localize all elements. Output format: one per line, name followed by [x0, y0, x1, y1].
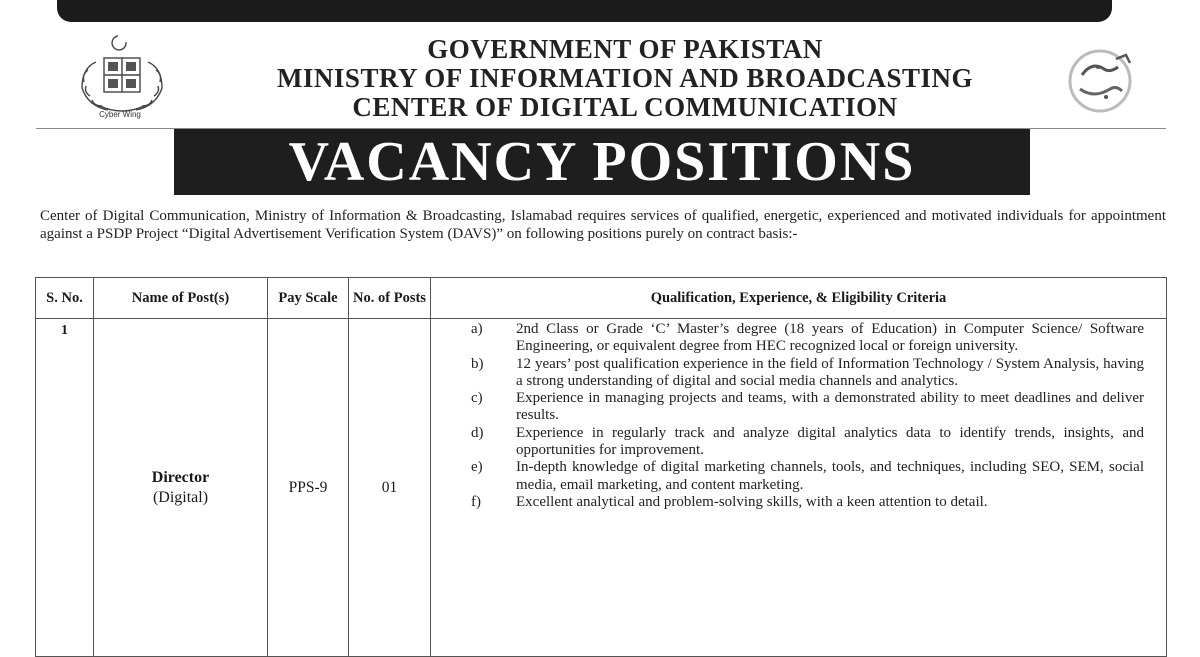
cell-criteria [431, 319, 1167, 657]
criteria-list [471, 321, 1144, 511]
header-sno: S. No. [36, 278, 94, 319]
header-pay-scale: Pay Scale [268, 278, 349, 319]
criteria-letter: f) [471, 493, 481, 510]
criteria-text: Experience in regularly track and analyze digital analytics data to identify trends, insights, and opportunities for improvement. [516, 424, 1144, 459]
intro-paragraph: Center of Digital Communication, Ministry of Information & Broadcasting, Islamabad requires services of qualified, energetic, experienced and motivated individuals for appointment against a PSDP Project “Digital Advertisement Verification System (DAVS)” on following positions purely on contract basis:- [40, 208, 1166, 242]
criteria-text: 2nd Class or Grade ‘C’ Master’s degree (18 years of Education) in Computer Science/ Software Engineering, or equivalent degree from HEC recognized local or foreign university. [516, 321, 1144, 355]
list-item [471, 494, 1144, 511]
cell-sno: 1 [36, 319, 94, 657]
emblem-caption: Cyber Wing [99, 110, 141, 119]
table-row [36, 319, 1167, 657]
top-decorative-bar [57, 0, 1112, 22]
header-no-of-posts: No. of Posts [349, 278, 431, 319]
header-criteria: Qualification, Experience, & Eligibility Criteria [431, 278, 1167, 319]
cell-pay-scale: PPS-9 [268, 319, 349, 657]
vacancy-banner: VACANCY POSITIONS [174, 129, 1030, 195]
header-center: CENTER OF DIGITAL COMMUNICATION [352, 92, 898, 122]
header-ministry: MINISTRY OF INFORMATION AND BROADCASTING [276, 63, 974, 93]
criteria-letter: b) [471, 355, 484, 372]
criteria-text: In-depth knowledge of digital marketing channels, tools, and techniques, including SEO, SEM, social media, email marketing, and content marketing. [516, 459, 1144, 493]
header-name: Name of Post(s) [94, 278, 268, 319]
post-title: Director [151, 468, 210, 486]
criteria-text: 12 years’ post qualification experience in the field of Information Technology / System Analysis, having a strong understanding of digital and social media channels and analytics. [516, 355, 1144, 389]
list-item [471, 459, 1144, 494]
list-item [471, 390, 1144, 425]
cell-post-name [94, 319, 268, 657]
positions-table [35, 277, 1167, 657]
campaign-logo-icon [1058, 45, 1148, 117]
criteria-text: Experience in managing projects and teams, with a demonstrated ability to meet deadlines and deliver results. [516, 390, 1144, 424]
header-government: GOVERNMENT OF PAKISTAN [427, 34, 823, 64]
criteria-letter: e) [471, 459, 483, 476]
criteria-text: Excellent analytical and problem-solving skills, with a keen attention to detail. [516, 493, 988, 510]
cell-no-of-posts: 01 [349, 319, 431, 657]
criteria-letter: d) [471, 424, 484, 441]
criteria-letter: c) [471, 390, 483, 407]
list-item [471, 356, 1144, 391]
table-header-row [36, 278, 1167, 319]
criteria-letter: a) [471, 321, 483, 337]
list-item [471, 425, 1144, 460]
post-subtitle: (Digital) [152, 488, 209, 506]
state-emblem-icon [66, 30, 178, 122]
list-item [471, 321, 1144, 356]
